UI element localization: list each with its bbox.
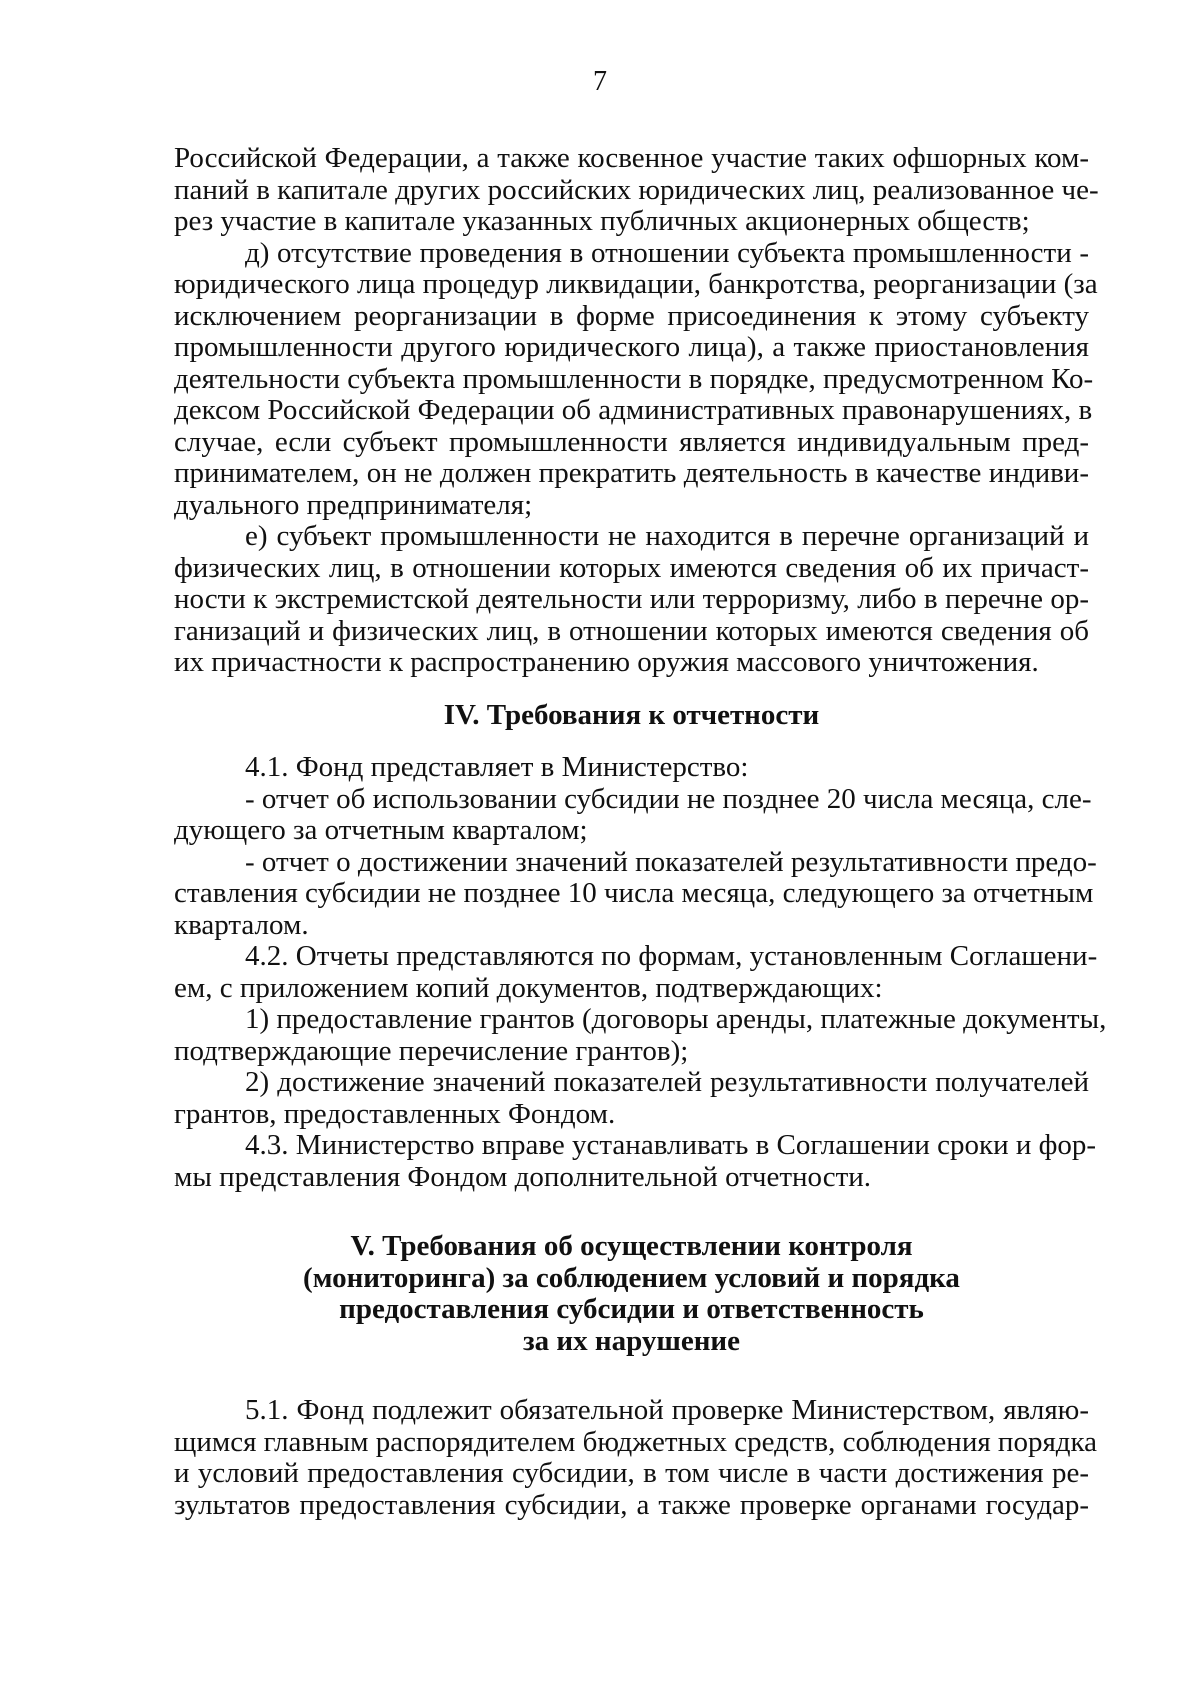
section-heading-v [174, 1231, 1089, 1357]
text-line: кварталом. [174, 908, 309, 941]
paragraph-4-2-2 [174, 1067, 1089, 1130]
text-line: случае, если субъект промышленности является индивидуальным пред- [174, 425, 1089, 458]
text-line: подтверждающие перечисление грантов); [174, 1034, 689, 1067]
text-line: паний в капитале других российских юридических лиц, реализованное че- [174, 173, 1099, 206]
paragraph-4-1-performance-report [174, 845, 1097, 942]
text-line: принимателем, он не должен прекратить деятельность в качестве индиви- [174, 457, 1089, 489]
text-line: физических лиц, в отношении которых имеются сведения об их причаст- [174, 551, 1089, 584]
text-line: 5.1. Фонд подлежит обязательной проверке Министерством, являю- [245, 1394, 1089, 1426]
text-line: их причастности к распространению оружия массового уничтожения. [174, 646, 1039, 678]
text-line: ганизаций и физических лиц, в отношении которых имеются сведения об [174, 614, 1089, 647]
text-line: ности к экстремистской деятельности или терроризму, либо в перечне ор- [174, 583, 1089, 615]
paragraph-4-1-usage-report [174, 782, 1092, 847]
text-line: промышленности другого юридического лица), а также приостановления [174, 331, 1089, 363]
text-line: исключением реорганизации в форме присоединения к этому субъекту [174, 299, 1089, 332]
document-body [174, 142, 1107, 1521]
paragraph-offshore-continuation [174, 142, 1099, 238]
text-line: Российской Федерации, а также косвенное участие таких офшорных ком- [174, 142, 1089, 174]
text-line: дексом Российской Федерации об административных правонарушениях, в [174, 394, 1093, 426]
text-line: щимся главным распорядителем бюджетных средств, соблюдения порядка [174, 1425, 1098, 1458]
text-line: деятельности субъекта промышленности в порядке, предусмотренном Ко- [174, 362, 1094, 395]
text-line: е) субъект промышленности не находится в перечне организаций и [245, 520, 1089, 552]
text-line: ставления субсидии не позднее 10 числа месяца, следующего за отчетным [174, 877, 1094, 909]
paragraph-5-1 [174, 1394, 1098, 1521]
text-line: грантов, предоставленных Фондом. [174, 1097, 616, 1130]
heading-line: V. Требования об осуществлении контроля [350, 1230, 913, 1262]
text-line: мы представления Фондом дополнительной отчетности. [174, 1160, 872, 1193]
text-line: - отчет о достижении значений показателей результативности предо- [245, 845, 1097, 878]
paragraph-4-2 [174, 940, 1098, 1004]
heading-line: предоставления субсидии и ответственность [339, 1293, 924, 1325]
heading-line: за их нарушение [523, 1324, 740, 1357]
paragraph-4-3 [174, 1129, 1097, 1193]
text-line: 4.1. Фонд представляет в Министерство: [245, 751, 749, 783]
text-line: д) отсутствие проведения в отношении субъекта промышленности - [245, 236, 1089, 269]
text-line: 4.3. Министерство вправе устанавливать в Соглашении сроки и фор- [245, 1129, 1097, 1161]
page-number: 7 [593, 66, 607, 97]
text-line: дуального предпринимателя; [174, 488, 533, 521]
paragraph-4-2-1 [174, 1003, 1107, 1067]
text-line: рез участие в капитале указанных публичных акционерных обществ; [174, 205, 1030, 237]
text-line: зультатов предоставления субсидии, а также проверке органами государ- [174, 1488, 1089, 1521]
text-line: 2) достижение значений показателей результативности получателей [245, 1066, 1089, 1098]
text-line: 4.2. Отчеты представляются по формам, установленным Соглашени- [245, 940, 1098, 972]
text-line: и условий предоставления субсидии, в том числе в части достижения ре- [174, 1457, 1089, 1489]
paragraph-4-1 [174, 752, 1089, 784]
text-line: - отчет об использовании субсидии не позднее 20 числа месяца, сле- [245, 782, 1092, 815]
text-line: 1) предоставление грантов (договоры аренды, платежные документы, [245, 1003, 1107, 1035]
paragraph-item-e [174, 521, 1089, 679]
text-line: юридического лица процедур ликвидации, банкротства, реорганизации (за [174, 268, 1098, 300]
text-line: ем, с приложением копий документов, подтверждающих: [174, 971, 883, 1004]
heading-line: (мониторинга) за соблюдением условий и порядка [303, 1261, 960, 1294]
paragraph-item-d [174, 236, 1098, 522]
section-heading-iv: IV. Требования к отчетности [443, 698, 820, 731]
text-line: дующего за отчетным кварталом; [174, 814, 588, 846]
